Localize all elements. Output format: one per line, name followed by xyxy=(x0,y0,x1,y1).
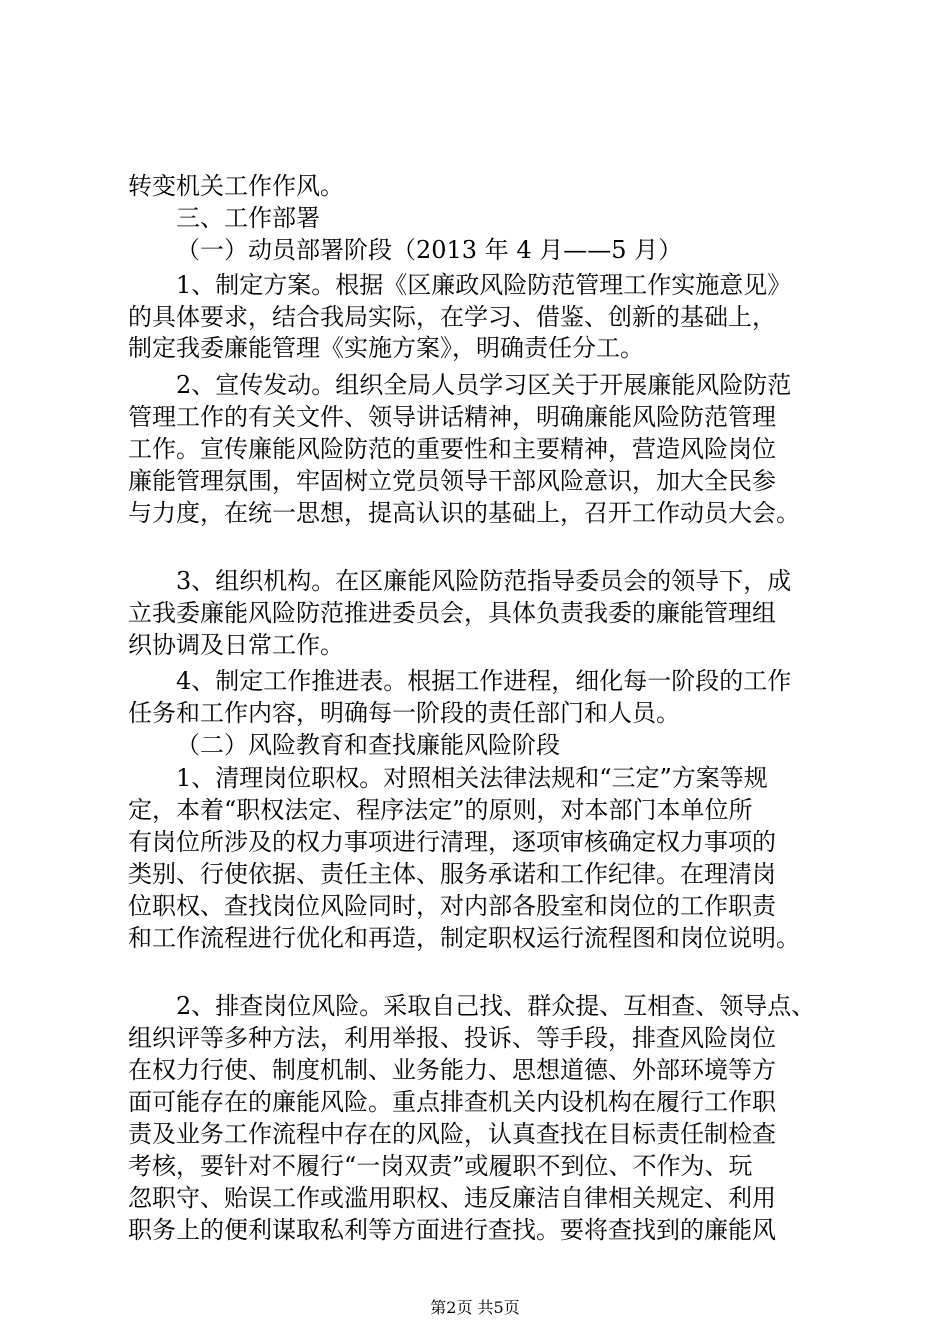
subsection-heading: （二）风险教育和查找廉能风险阶段 xyxy=(176,731,560,759)
page-footer: 第2页 共5页 xyxy=(430,1298,520,1317)
text-line: 忽职守、贻误工作或滥用职权、违反廉洁自律相关规定、利用 xyxy=(128,1184,776,1212)
section-heading: 三、工作部署 xyxy=(176,204,320,232)
text-line: 和工作流程进行优化和再造，制定职权运行流程图和岗位说明。 xyxy=(128,924,800,952)
text-line: 工作。宣传廉能风险防范的重要性和主要精神，营造风险岗位 xyxy=(128,435,776,463)
text-line: 责及业务工作流程中存在的风险，认真查找在目标责任制检查 xyxy=(128,1120,776,1148)
text-line: 任务和工作内容，明确每一阶段的责任部门和人员。 xyxy=(128,699,680,727)
text-line: 2、宣传发动。组织全局人员学习区关于开展廉能风险防范 xyxy=(176,371,792,399)
text-line: 定，本着“职权法定、程序法定”的原则，对本部门本单位所 xyxy=(128,796,753,824)
text-line: 1、清理岗位职权。对照相关法律法规和“三定”方案等规 xyxy=(176,764,768,792)
text-line: 职务上的便利谋取私利等方面进行查找。要将查找到的廉能风 xyxy=(128,1216,776,1244)
text-line: 转变机关工作作风。 xyxy=(128,172,344,200)
text-line: 1、制定方案。根据《区廉政风险防范管理工作实施意见》 xyxy=(176,271,792,299)
text-line: 考核，要针对不履行“一岗双责”或履职不到位、不作为、玩 xyxy=(128,1152,753,1180)
text-line: 4、制定工作推进表。根据工作进程，细化每一阶段的工作 xyxy=(176,667,792,695)
text-line: 类别、行使依据、责任主体、服务承诺和工作纪律。在理清岗 xyxy=(128,860,776,888)
text-line: 位职权、查找岗位风险同时，对内部各股室和岗位的工作职责 xyxy=(128,892,776,920)
text-line: 管理工作的有关文件、领导讲话精神，明确廉能风险防范管理 xyxy=(128,403,776,431)
text-line: 2、排查岗位风险。采取自己找、群众提、互相查、领导点、 xyxy=(176,992,816,1020)
text-line: 在权力行使、制度机制、业务能力、思想道德、外部环境等方 xyxy=(128,1056,776,1084)
text-line: 廉能管理氛围，牢固树立党员领导干部风险意识，加大全民参 xyxy=(128,467,776,495)
text-line: 制定我委廉能管理《实施方案》，明确责任分工。 xyxy=(128,334,644,362)
text-line: 有岗位所涉及的权力事项进行清理，逐项审核确定权力事项的 xyxy=(128,828,776,856)
subsection-heading: （一）动员部署阶段（2013 年 4 月——5 月） xyxy=(176,236,683,264)
text-line: 与力度，在统一思想，提高认识的基础上，召开工作动员大会。 xyxy=(128,499,800,527)
text-line: 织协调及日常工作。 xyxy=(128,631,344,659)
text-line: 组织评等多种方法，利用举报、投诉、等手段，排查风险岗位 xyxy=(128,1024,776,1052)
text-line: 的具体要求，结合我局实际，在学习、借鉴、创新的基础上， xyxy=(128,303,776,331)
text-line: 立我委廉能风险防范推进委员会，具体负责我委的廉能管理组 xyxy=(128,599,776,627)
text-line: 3、组织机构。在区廉能风险防范指导委员会的领导下，成 xyxy=(176,567,792,595)
text-line: 面可能存在的廉能风险。重点排查机关内设机构在履行工作职 xyxy=(128,1088,776,1116)
